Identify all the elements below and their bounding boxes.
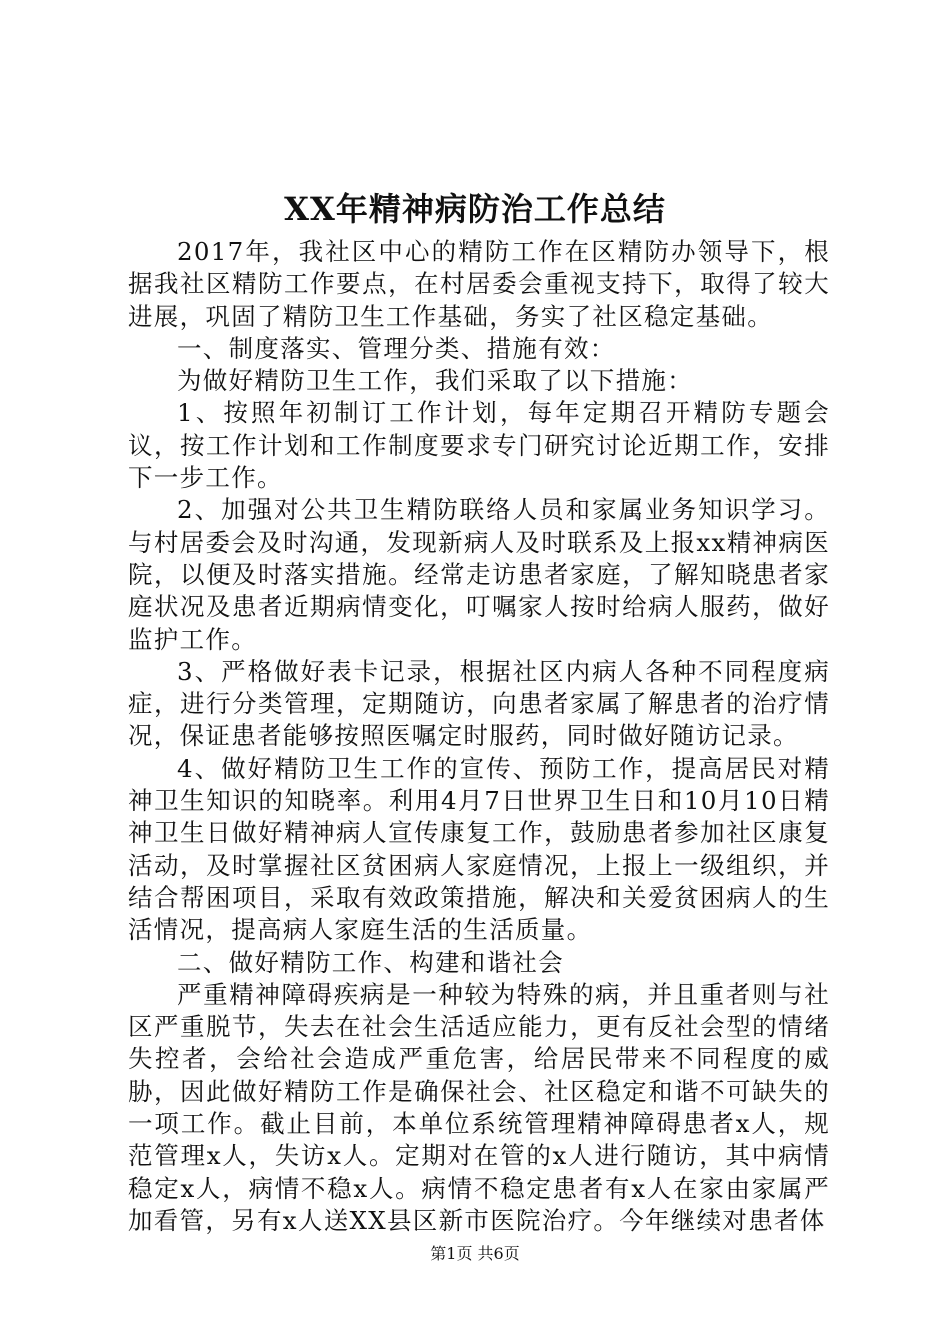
paragraph-section-2-body: 严重精神障碍疾病是一种较为特殊的病，并且重者则与社区严重脱节，失去在社会生活适应能力，更有反社会型的情绪失控者，会给社会造成严重危害，给居民带来不同程度的威胁，因此做好精防工作是确保社会、社区稳定和谐不可缺失的一项工作。截止目前，本单位系统管理精神障碍患者x人，规范管理x人，失访x人。定期对在管的x人进行随访，其中病情稳定x人，病情不稳x人。病情不稳定患者有x人在家由家属严加看管，另有x人送XX县区新市医院治疗。今年继续对患者体 bbox=[128, 979, 830, 1235]
paragraph-item-2: 2、加强对公共卫生精防联络人员和家属业务知识学习。与村居委会及时沟通，发现新病人及时联系及上报xx精神病医院，以便及时落实措施。经常走访患者家庭，了解知晓患者家庭状况及患者近期病情变化，叮嘱家人按时给病人服药，做好监护工作。 bbox=[128, 495, 830, 654]
paragraph-item-1: 1、按照年初制订工作计划，每年定期召开精防专题会议，按工作计划和工作制度要求专门研究讨论近期工作，安排下一步工作。 bbox=[128, 398, 830, 493]
section-heading-1: 一、制度落实、管理分类、措施有效： bbox=[177, 333, 616, 363]
document-title: XX年精神病防治工作总结 bbox=[284, 190, 666, 228]
page-footer: 第1页 共6页 bbox=[430, 1244, 520, 1263]
paragraph-item-4: 4、做好精防卫生工作的宣传、预防工作，提高居民对精神卫生知识的知晓率。利用4月7日世界卫生日和10月10日精神卫生日做好精神病人宣传康复工作，鼓励患者参加社区康复活动，及时掌握社区贫困病人家庭情况，上报上一级组织，并结合帮困项目，采取有效政策措施，解决和关爱贫困病人的生活情况，提高病人家庭生活的生活质量。 bbox=[128, 753, 830, 945]
document-body bbox=[128, 236, 830, 1237]
paragraph-measures-intro: 为做好精防卫生工作，我们采取了以下措施： bbox=[177, 366, 693, 396]
section-heading-2: 二、做好精防工作、构建和谐社会 bbox=[177, 947, 564, 977]
paragraph-item-3: 3、严格做好表卡记录，根据社区内病人各种不同程度病症，进行分类管理，定期随访，向患者家属了解患者的治疗情况，保证患者能够按照医嘱定时服药，同时做好随访记录。 bbox=[128, 656, 830, 751]
paragraph-intro: 2017年，我社区中心的精防工作在区精防办领导下，根据我社区精防工作要点，在村居委会重视支持下，取得了较大进展，巩固了精防卫生工作基础，务实了社区稳定基础。 bbox=[128, 237, 830, 331]
